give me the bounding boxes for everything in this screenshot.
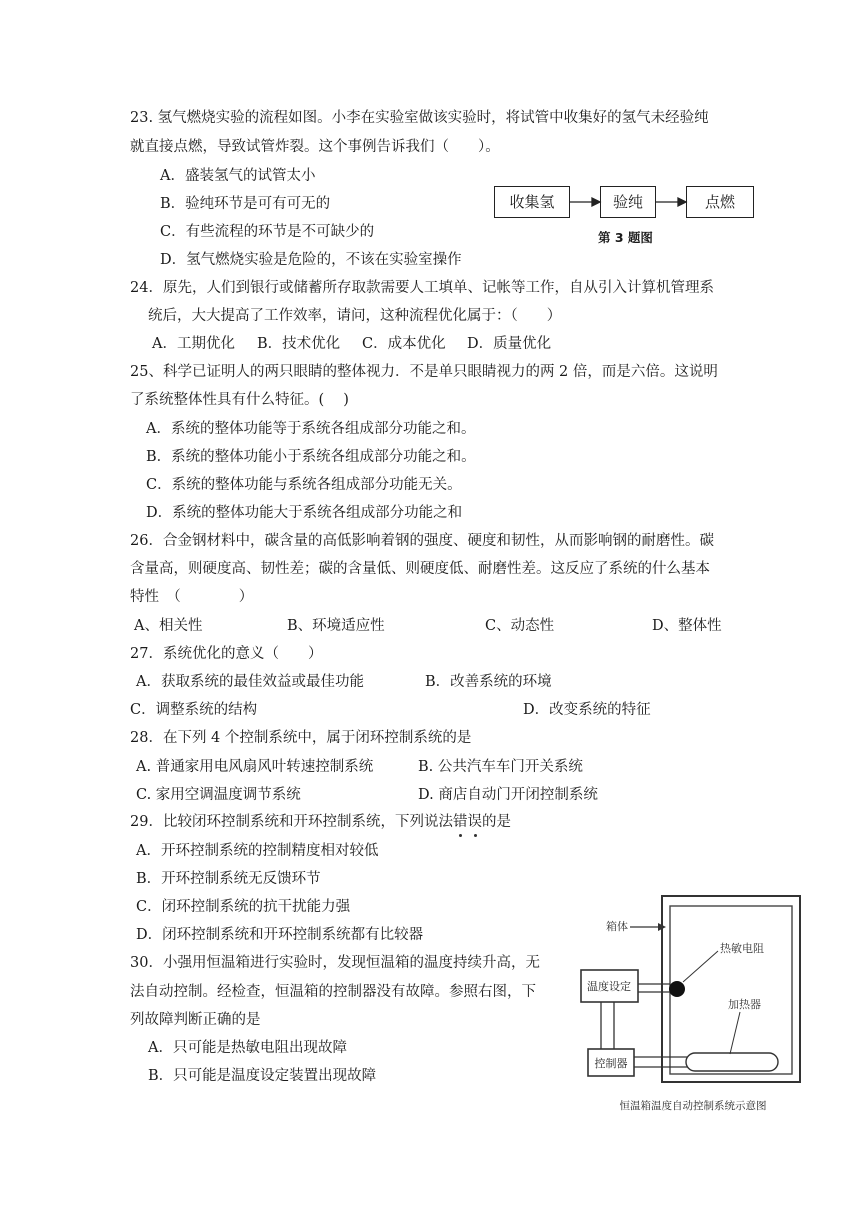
q24-stem-line2: 统后，大大提高了工作效率，请问，这种流程优化属于：（ ） — [148, 308, 562, 324]
q24-option-c: C．成本优化 — [362, 336, 446, 352]
heater-label: 加热器 — [728, 998, 761, 1011]
q24-option-a: A．工期优化 — [152, 336, 235, 352]
q29-option-d: D．闭环控制系统和开环控制系统都有比较器 — [136, 927, 424, 943]
q29-option-b: B．开环控制系统无反馈环节 — [136, 871, 321, 887]
q24-stem-line1: 24．原先，人们到银行或储蓄所存取款需要人工填单、记帐等工作，自从引入计算机管理系 — [130, 280, 714, 296]
q25-option-a: A．系统的整体功能等于系统各组成部分功能之和。 — [146, 421, 476, 437]
q30-stem-line2: 法自动控制。经检查，恒温箱的控制器没有故障。参照右图，下 — [130, 984, 536, 1000]
heater-icon — [686, 1053, 778, 1071]
q25-option-c: C．系统的整体功能与系统各组成部分功能无关。 — [146, 477, 462, 493]
q28-option-b: B. 公共汽车车门开关系统 — [418, 759, 583, 775]
q27-option-b: B．改善系统的环境 — [425, 674, 552, 690]
q29-option-c: C．闭环控制系统的抗干扰能力强 — [136, 899, 351, 915]
q23-option-c: C．有些流程的环节是不可缺少的 — [160, 224, 375, 240]
flow-step-collect: 收集氢 — [494, 186, 570, 218]
q28-stem: 28．在下列 4 个控制系统中，属于闭环控制系统的是 — [130, 730, 472, 746]
flow-step-ignite: 点燃 — [686, 186, 754, 218]
q26-option-c: C、动态性 — [485, 618, 555, 634]
figure-caption: 恒温箱温度自动控制系统示意图 — [619, 1100, 767, 1112]
q28-option-c: C. 家用空调温度调节系统 — [136, 787, 301, 803]
thermistor-icon — [669, 981, 685, 997]
q26-stem-line2: 含量高，则硬度高、韧性差；碳的含量低、则硬度低、耐磨性差。这反应了系统的什么基本 — [130, 561, 710, 577]
q27-option-a: A．获取系统的最佳效益或最佳功能 — [136, 674, 364, 690]
q26-option-b: B、环境适应性 — [287, 618, 385, 634]
flow-step-verify: 验纯 — [600, 186, 656, 218]
q23-stem-line2: 就直接点燃，导致试管炸裂。这个事例告诉我们（ ）。 — [130, 139, 500, 155]
q26-option-a: A、相关性 — [134, 618, 203, 634]
q25-option-b: B．系统的整体功能小于系统各组成部分功能之和。 — [146, 449, 476, 465]
q25-stem-line1: 25、科学已证明人的两只眼睛的整体视力．不是单只眼睛视力的两 2 倍，而是六倍。这说明 — [130, 364, 718, 380]
q27-stem: 27．系统优化的意义（ ） — [130, 646, 323, 662]
q23-option-b: B．验纯环节是可有可无的 — [160, 196, 331, 212]
q27-option-c: C．调整系统的结构 — [130, 702, 258, 718]
q26-stem-line1: 26．合金钢材料中，碳含量的高低影响着钢的强度、硬度和韧性，从而影响钢的耐磨性。碳 — [130, 533, 714, 549]
thermistor-label: 热敏电阻 — [720, 942, 764, 955]
incubator-label: 箱体 — [606, 920, 628, 933]
controller-label: 控制器 — [594, 1057, 628, 1070]
q27-option-d: D．改变系统的特征 — [523, 702, 651, 718]
q25-option-d: D．系统的整体功能大于系统各组成部分功能之和 — [146, 505, 463, 521]
q23-option-a: A．盛装氢气的试管太小 — [160, 168, 316, 184]
q24-option-d: D．质量优化 — [467, 336, 552, 352]
q29-option-a: A．开环控制系统的控制精度相对较低 — [136, 843, 379, 859]
q26-option-d: D、整体性 — [652, 618, 722, 634]
q30-stem-line1: 30．小强用恒温箱进行实验时，发现恒温箱的温度持续升高，无 — [130, 955, 540, 971]
q30-option-b: B．只可能是温度设定装置出现故障 — [148, 1068, 377, 1084]
flow-caption: 第 3 题图 — [598, 230, 653, 245]
q25-stem-line2: 了系统整体性具有什么特征。( ) — [130, 392, 349, 408]
q23-stem-line1: 23. 氢气燃烧实验的流程如图。小李在实验室做该实验时，将试管中收集好的氢气未经验纯 — [130, 110, 709, 126]
q30-option-a: A．只可能是热敏电阻出现故障 — [148, 1040, 347, 1056]
q26-stem-line3: 特性 （ ） — [130, 589, 254, 605]
q28-option-d: D. 商店自动门开闭控制系统 — [418, 787, 598, 803]
q28-option-a: A. 普通家用电风扇风叶转速控制系统 — [136, 759, 374, 775]
q23-option-d: D．氢气燃烧实验是危险的，不该在实验室操作 — [160, 252, 462, 268]
temp-setter-label: 温度设定 — [587, 980, 631, 993]
q30-stem-line3: 列故障判断正确的是 — [130, 1012, 261, 1028]
q29-stem: 29．比较闭环控制系统和开环控制系统，下列说法错误的是 — [130, 814, 511, 830]
q24-option-b: B．技术优化 — [257, 336, 341, 352]
